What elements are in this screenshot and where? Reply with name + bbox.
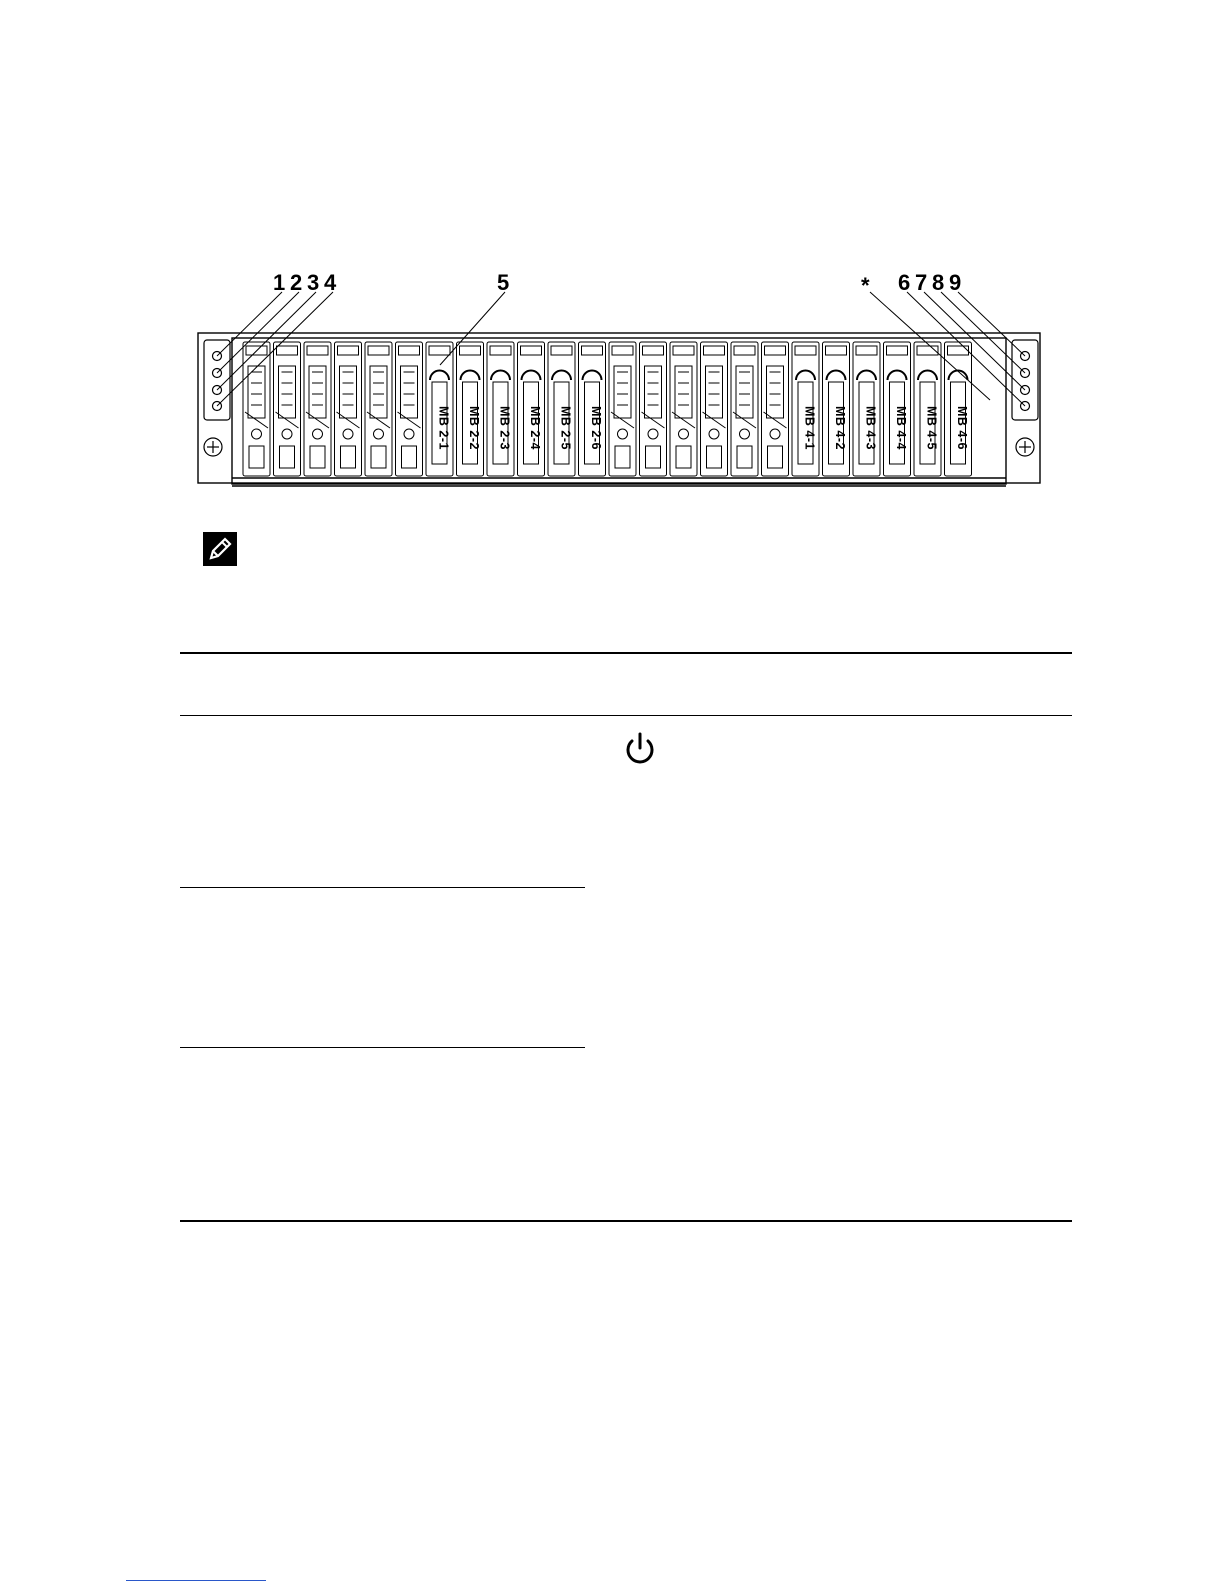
drive-bay [304,342,331,476]
drive-bay [823,342,850,476]
drive-bay [609,342,636,476]
right-control-panel [1012,340,1038,456]
drive-bay [701,342,728,476]
note-pencil-icon [203,532,237,566]
callout-5: 5 [497,270,510,295]
drive-bay-label: MB 2-3 [497,406,512,450]
drive-bay [792,342,819,476]
table-row-rule-2 [180,1047,585,1048]
drive-bay-label: MB 4-3 [863,406,878,450]
drive-bay [274,342,301,476]
power-icon [622,730,658,768]
drive-bay-label: MB 4-4 [894,406,908,450]
drive-bay-label: MB 2-1 [436,406,451,450]
drive-bay [457,342,484,476]
drive-bay [396,342,423,476]
drive-bay-label: MB 4-5 [924,406,939,450]
footer-link-underline [126,1580,266,1581]
callout-3: 3 [307,270,320,295]
drive-bay [335,342,362,476]
callout-6: 6 [898,270,911,295]
drive-bay-label: MB 2-2 [467,406,481,450]
drive-bay [884,342,911,476]
drive-bay [731,342,758,476]
server-front-panel-figure [0,0,1224,520]
drive-bay-label: MB 2-5 [558,406,573,450]
drive-bay [579,342,606,476]
left-control-panel [204,340,230,456]
callout-7: 7 [915,270,928,295]
drive-bay-label: MB 2-4 [528,406,542,450]
drive-bay [670,342,697,476]
drive-bay [365,342,392,476]
table-row-rule-1 [180,887,585,888]
drive-bay [426,342,453,476]
drive-bay-label: MB 4-1 [802,406,817,450]
callout-2: 2 [290,270,303,295]
drive-bay [762,342,789,476]
table-top-rule [180,652,1072,654]
table-bottom-rule [180,1220,1072,1222]
callout-4: 4 [324,270,337,295]
drive-bay-label: MB 4-6 [955,406,969,450]
callout-leaders [217,292,1025,406]
drive-bay [487,342,514,476]
drive-bay [853,342,880,476]
callout-1: 1 [273,270,286,295]
drive-bays [243,342,972,476]
drive-bay [243,342,270,476]
callout-8: 8 [932,270,945,295]
drive-bay-label: MB 2-6 [589,406,603,450]
drive-bay [548,342,575,476]
table-header-rule [180,715,1072,716]
callout-star: * [861,273,870,298]
callout-9: 9 [949,270,962,295]
drive-bay [914,342,941,476]
drive-bay-label: MB 4-2 [833,406,847,450]
drive-bay [518,342,545,476]
drive-bay [640,342,667,476]
